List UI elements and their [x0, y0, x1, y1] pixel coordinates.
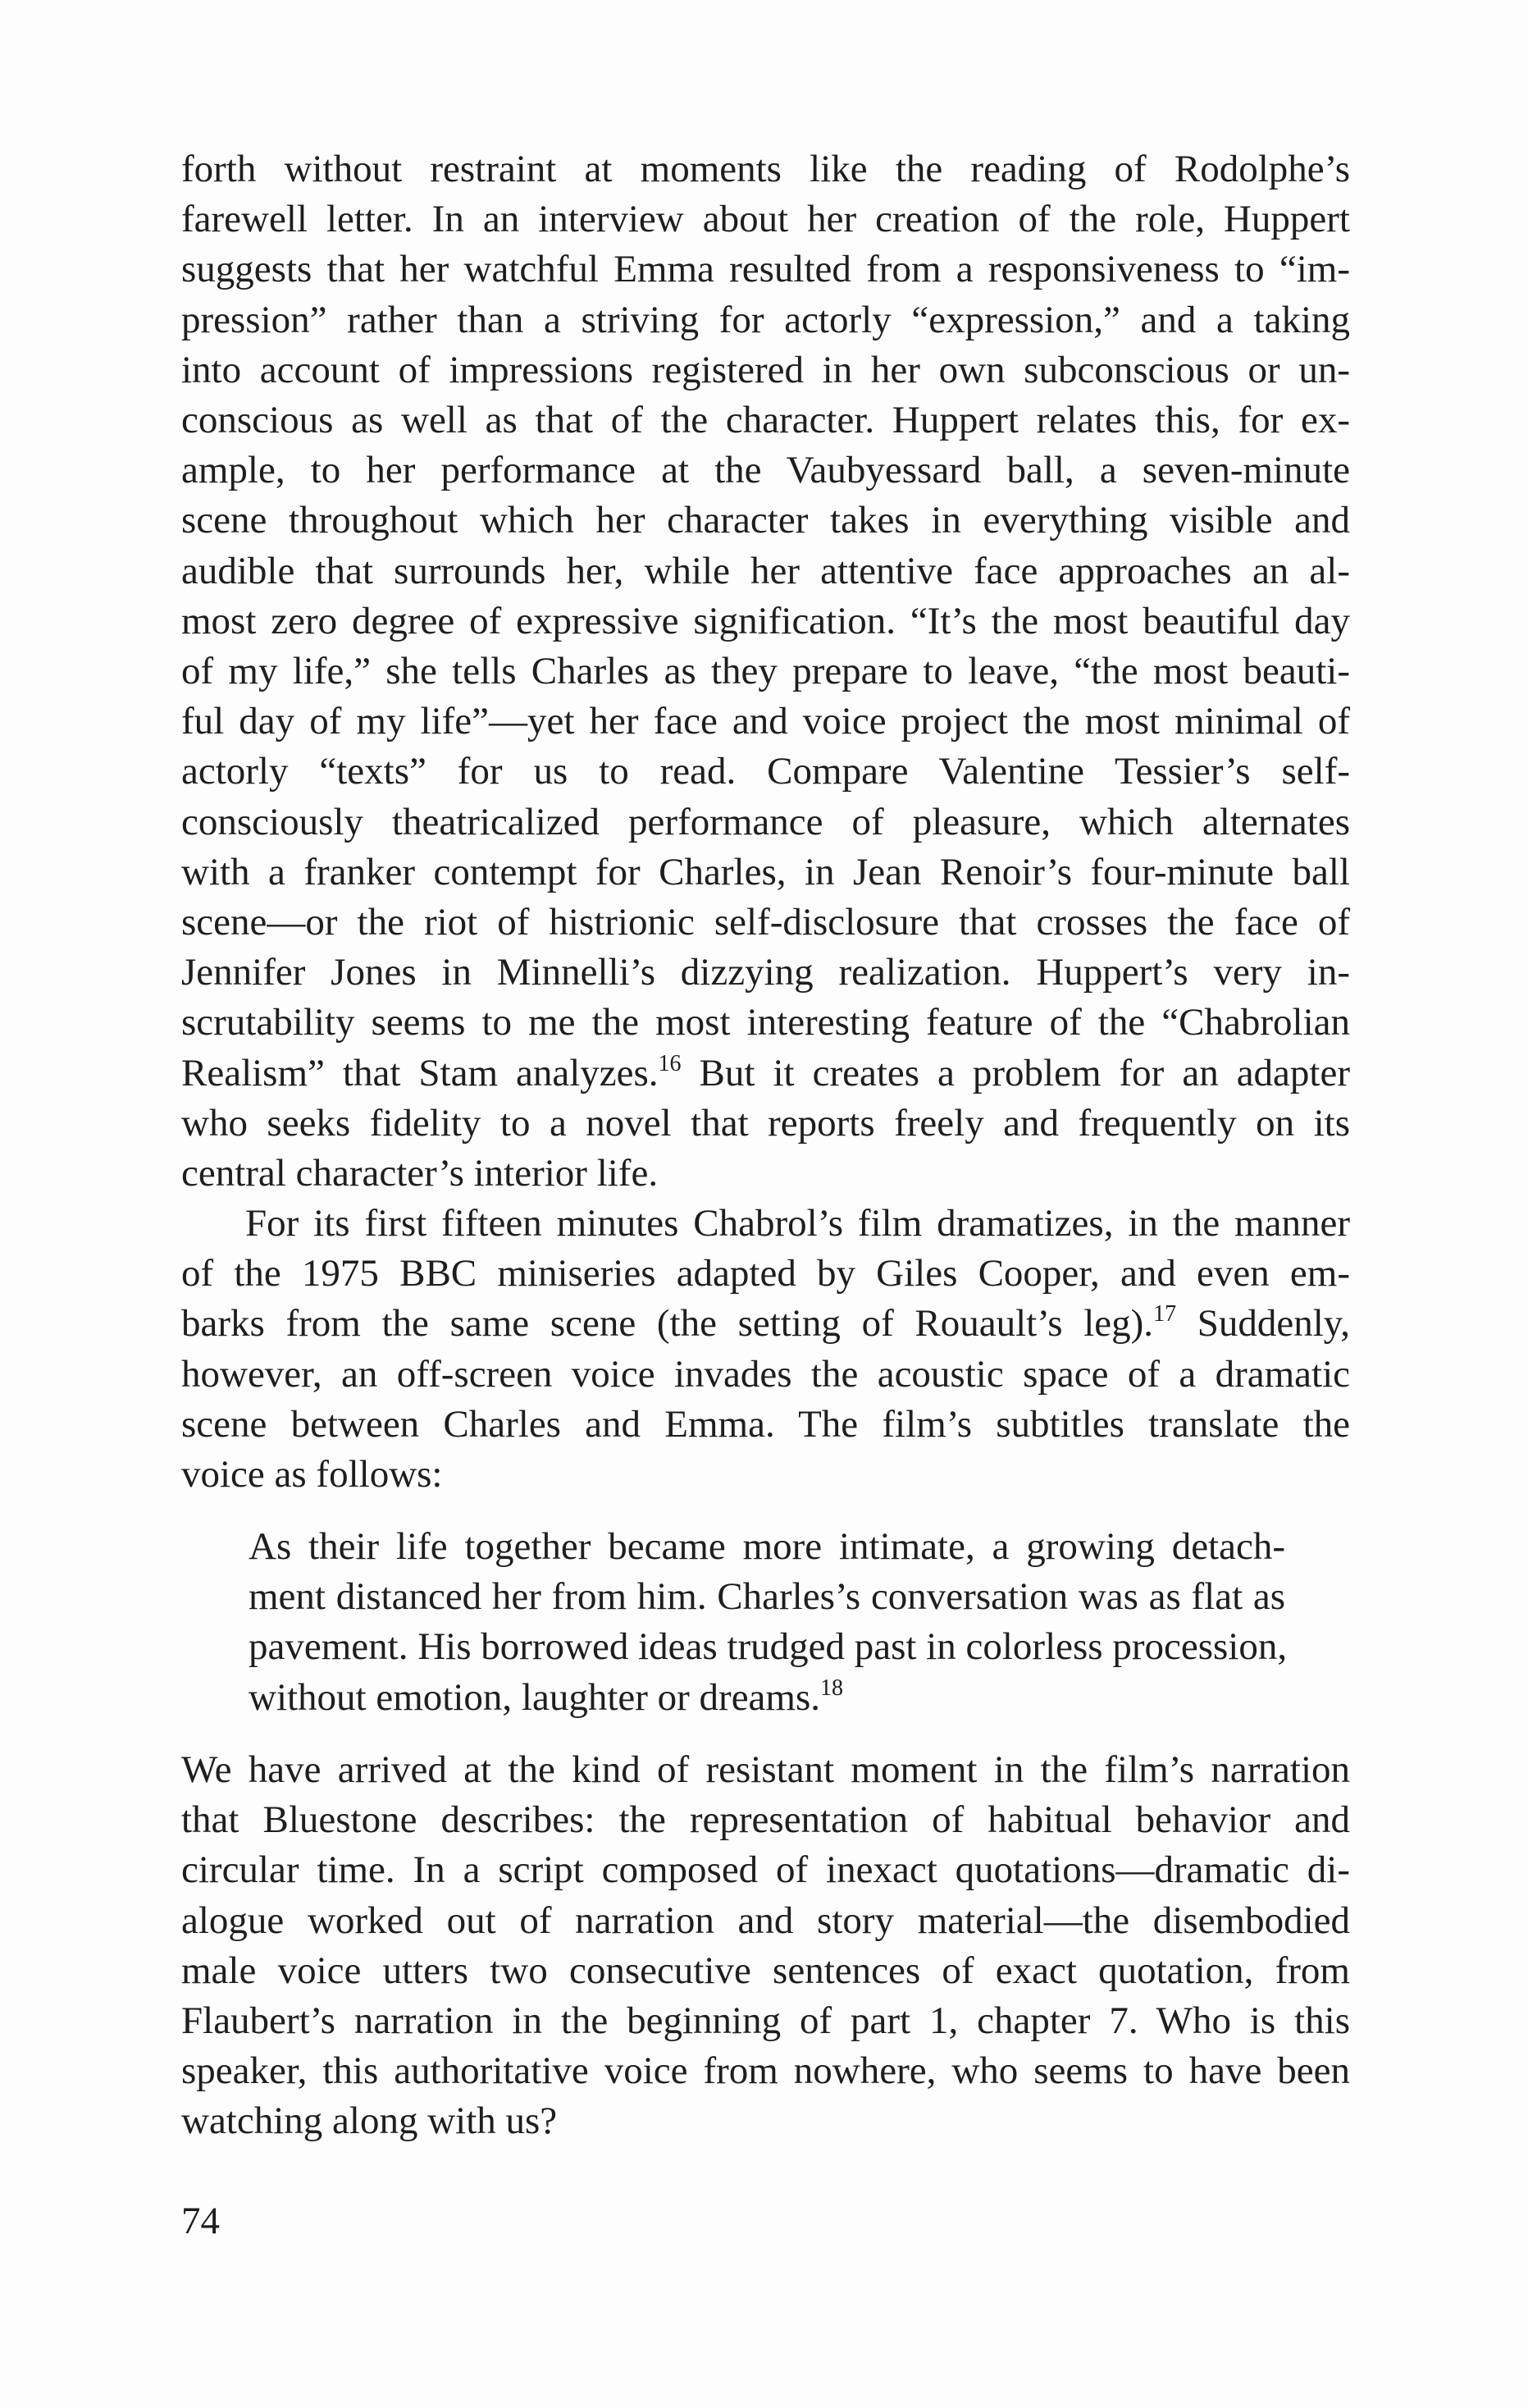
text-line	[181, 1450, 1350, 1500]
text-line	[181, 1946, 1350, 1996]
line-text: ful day of my life”—yet her face and voice project the most minimal of	[181, 700, 1350, 743]
line-text: For its first fifteen minutes Chabrol’s film dramatizes, in the manner	[245, 1202, 1350, 1245]
line-text: voice as follows:	[181, 1453, 443, 1496]
line-text: scene—or the riot of histrionic self-disclosure that crosses the face of	[181, 901, 1350, 944]
text-line	[181, 546, 1350, 596]
text-line	[181, 446, 1350, 496]
text-line	[181, 1795, 1350, 1845]
footnote-marker: 16	[658, 1051, 682, 1076]
line-text: Suddenly,	[1176, 1302, 1350, 1345]
text-line	[181, 2046, 1350, 2096]
text-line	[181, 596, 1350, 647]
line-text: however, an off-screen voice invades the acoustic space of a dramatic	[181, 1353, 1350, 1396]
text-line	[181, 848, 1350, 898]
line-text: scene throughout which her character takes in everything visible and	[181, 499, 1350, 541]
line-text: barks from the same scene (the setting of Rouault’s leg).	[181, 1302, 1154, 1345]
line-text: male voice utters two consecutive sentences of exact quotation, from	[181, 1949, 1350, 1992]
text-line	[181, 144, 1350, 194]
line-text: alogue worked out of narration and story material—the disembodied	[181, 1899, 1350, 1942]
text-line	[181, 345, 1350, 395]
line-text: scrutability seems to me the most interesting feature of the “Chabrolian	[181, 1001, 1350, 1044]
line-text: But it creates a problem for an adapter	[681, 1052, 1350, 1094]
line-text: forth without restraint at moments like the reading of Rodolphe’s	[181, 148, 1350, 190]
text-line	[181, 1745, 1350, 1795]
text-line	[181, 747, 1350, 797]
footnote-marker: 17	[1153, 1301, 1177, 1327]
line-text: audible that surrounds her, while her attentive face approaches an al-	[181, 550, 1350, 592]
line-text: of my life,” she tells Charles as they prepare to leave, “the most beauti-	[181, 650, 1350, 692]
line-text: of the 1975 BBC miniseries adapted by Giles Cooper, and even em-	[181, 1252, 1350, 1295]
text-line	[181, 1099, 1350, 1149]
line-text: Realism” that Stam analyzes.	[181, 1052, 659, 1094]
line-text: Jennifer Jones in Minnelli’s dizzying realization. Huppert’s very in-	[181, 951, 1350, 994]
line-text: most zero degree of expressive signification. “It’s the most beautiful day	[181, 600, 1350, 642]
line-text: pression” rather than a striving for actorly “expression,” and a taking	[181, 299, 1350, 341]
line-text: who seeks fidelity to a novel that reports freely and frequently on its	[181, 1102, 1350, 1145]
line-text: ample, to her performance at the Vaubyessard ball, a seven-minute	[181, 449, 1350, 491]
text-line	[181, 1400, 1350, 1450]
text-line	[181, 697, 1350, 747]
line-text: that Bluestone describes: the representation of habitual behavior and	[181, 1798, 1350, 1841]
text-line	[181, 1249, 1350, 1299]
text-line	[181, 1049, 1350, 1099]
line-text: watching along with us?	[181, 2100, 558, 2142]
line-text: conscious as well as that of the character. Huppert relates this, for ex-	[181, 399, 1350, 441]
line-text: farewell letter. In an interview about her creation of the role, Huppert	[181, 198, 1350, 240]
text-line	[181, 948, 1350, 998]
page-number: 74	[181, 2200, 220, 2242]
line-text: central character’s interior life.	[181, 1152, 659, 1195]
text-line	[181, 496, 1350, 546]
line-text: speaker, this authoritative voice from nowhere, who seems to have been	[181, 2049, 1350, 2092]
line-text: into account of impressions registered in her own subconscious or un-	[181, 349, 1350, 391]
text-line	[181, 2096, 1350, 2146]
text-line	[181, 647, 1350, 697]
text-line	[181, 1350, 1350, 1400]
line-text: Flaubert’s narration in the beginning of part 1, chapter 7. Who is this	[181, 1999, 1350, 2042]
text-line	[181, 244, 1350, 295]
line-text: with a franker contempt for Charles, in Jean Renoir’s four-minute ball	[181, 851, 1350, 893]
text-line	[181, 1996, 1350, 2046]
line-text: As their life together became more intimate, a growing detach-	[249, 1525, 1285, 1568]
text-line	[181, 898, 1350, 948]
line-text: ment distanced her from him. Charles’s conversation was as flat as	[249, 1575, 1285, 1618]
text-line	[249, 1673, 1285, 1723]
text-line	[181, 295, 1350, 345]
text-line	[181, 1149, 1350, 1199]
text-line	[181, 395, 1350, 446]
line-text: circular time. In a script composed of inexact quotations—dramatic di-	[181, 1848, 1350, 1891]
line-text: consciously theatricalized performance of pleasure, which alternates	[181, 801, 1350, 843]
text-line	[249, 1572, 1285, 1622]
line-text: pavement. His borrowed ideas trudged past in colorless procession,	[249, 1625, 1288, 1668]
line-text: scene between Charles and Emma. The film’s subtitles translate the	[181, 1403, 1350, 1446]
line-text: without emotion, laughter or dreams.	[249, 1676, 821, 1719]
line-text: actorly “texts” for us to read. Compare Valentine Tessier’s self-	[181, 750, 1350, 793]
text-line	[249, 1522, 1285, 1572]
text-line	[181, 1299, 1350, 1349]
text-line	[181, 998, 1350, 1048]
text-line	[181, 1896, 1350, 1946]
line-text: suggests that her watchful Emma resulted from a responsiveness to “im-	[181, 248, 1350, 290]
text-line	[181, 194, 1350, 244]
text-line	[181, 797, 1350, 848]
text-line	[249, 1622, 1288, 1672]
footnote-marker: 18	[820, 1675, 844, 1701]
text-line	[181, 1845, 1350, 1895]
line-text: We have arrived at the kind of resistant moment in the film’s narration	[181, 1748, 1350, 1791]
text-line	[245, 1199, 1350, 1249]
